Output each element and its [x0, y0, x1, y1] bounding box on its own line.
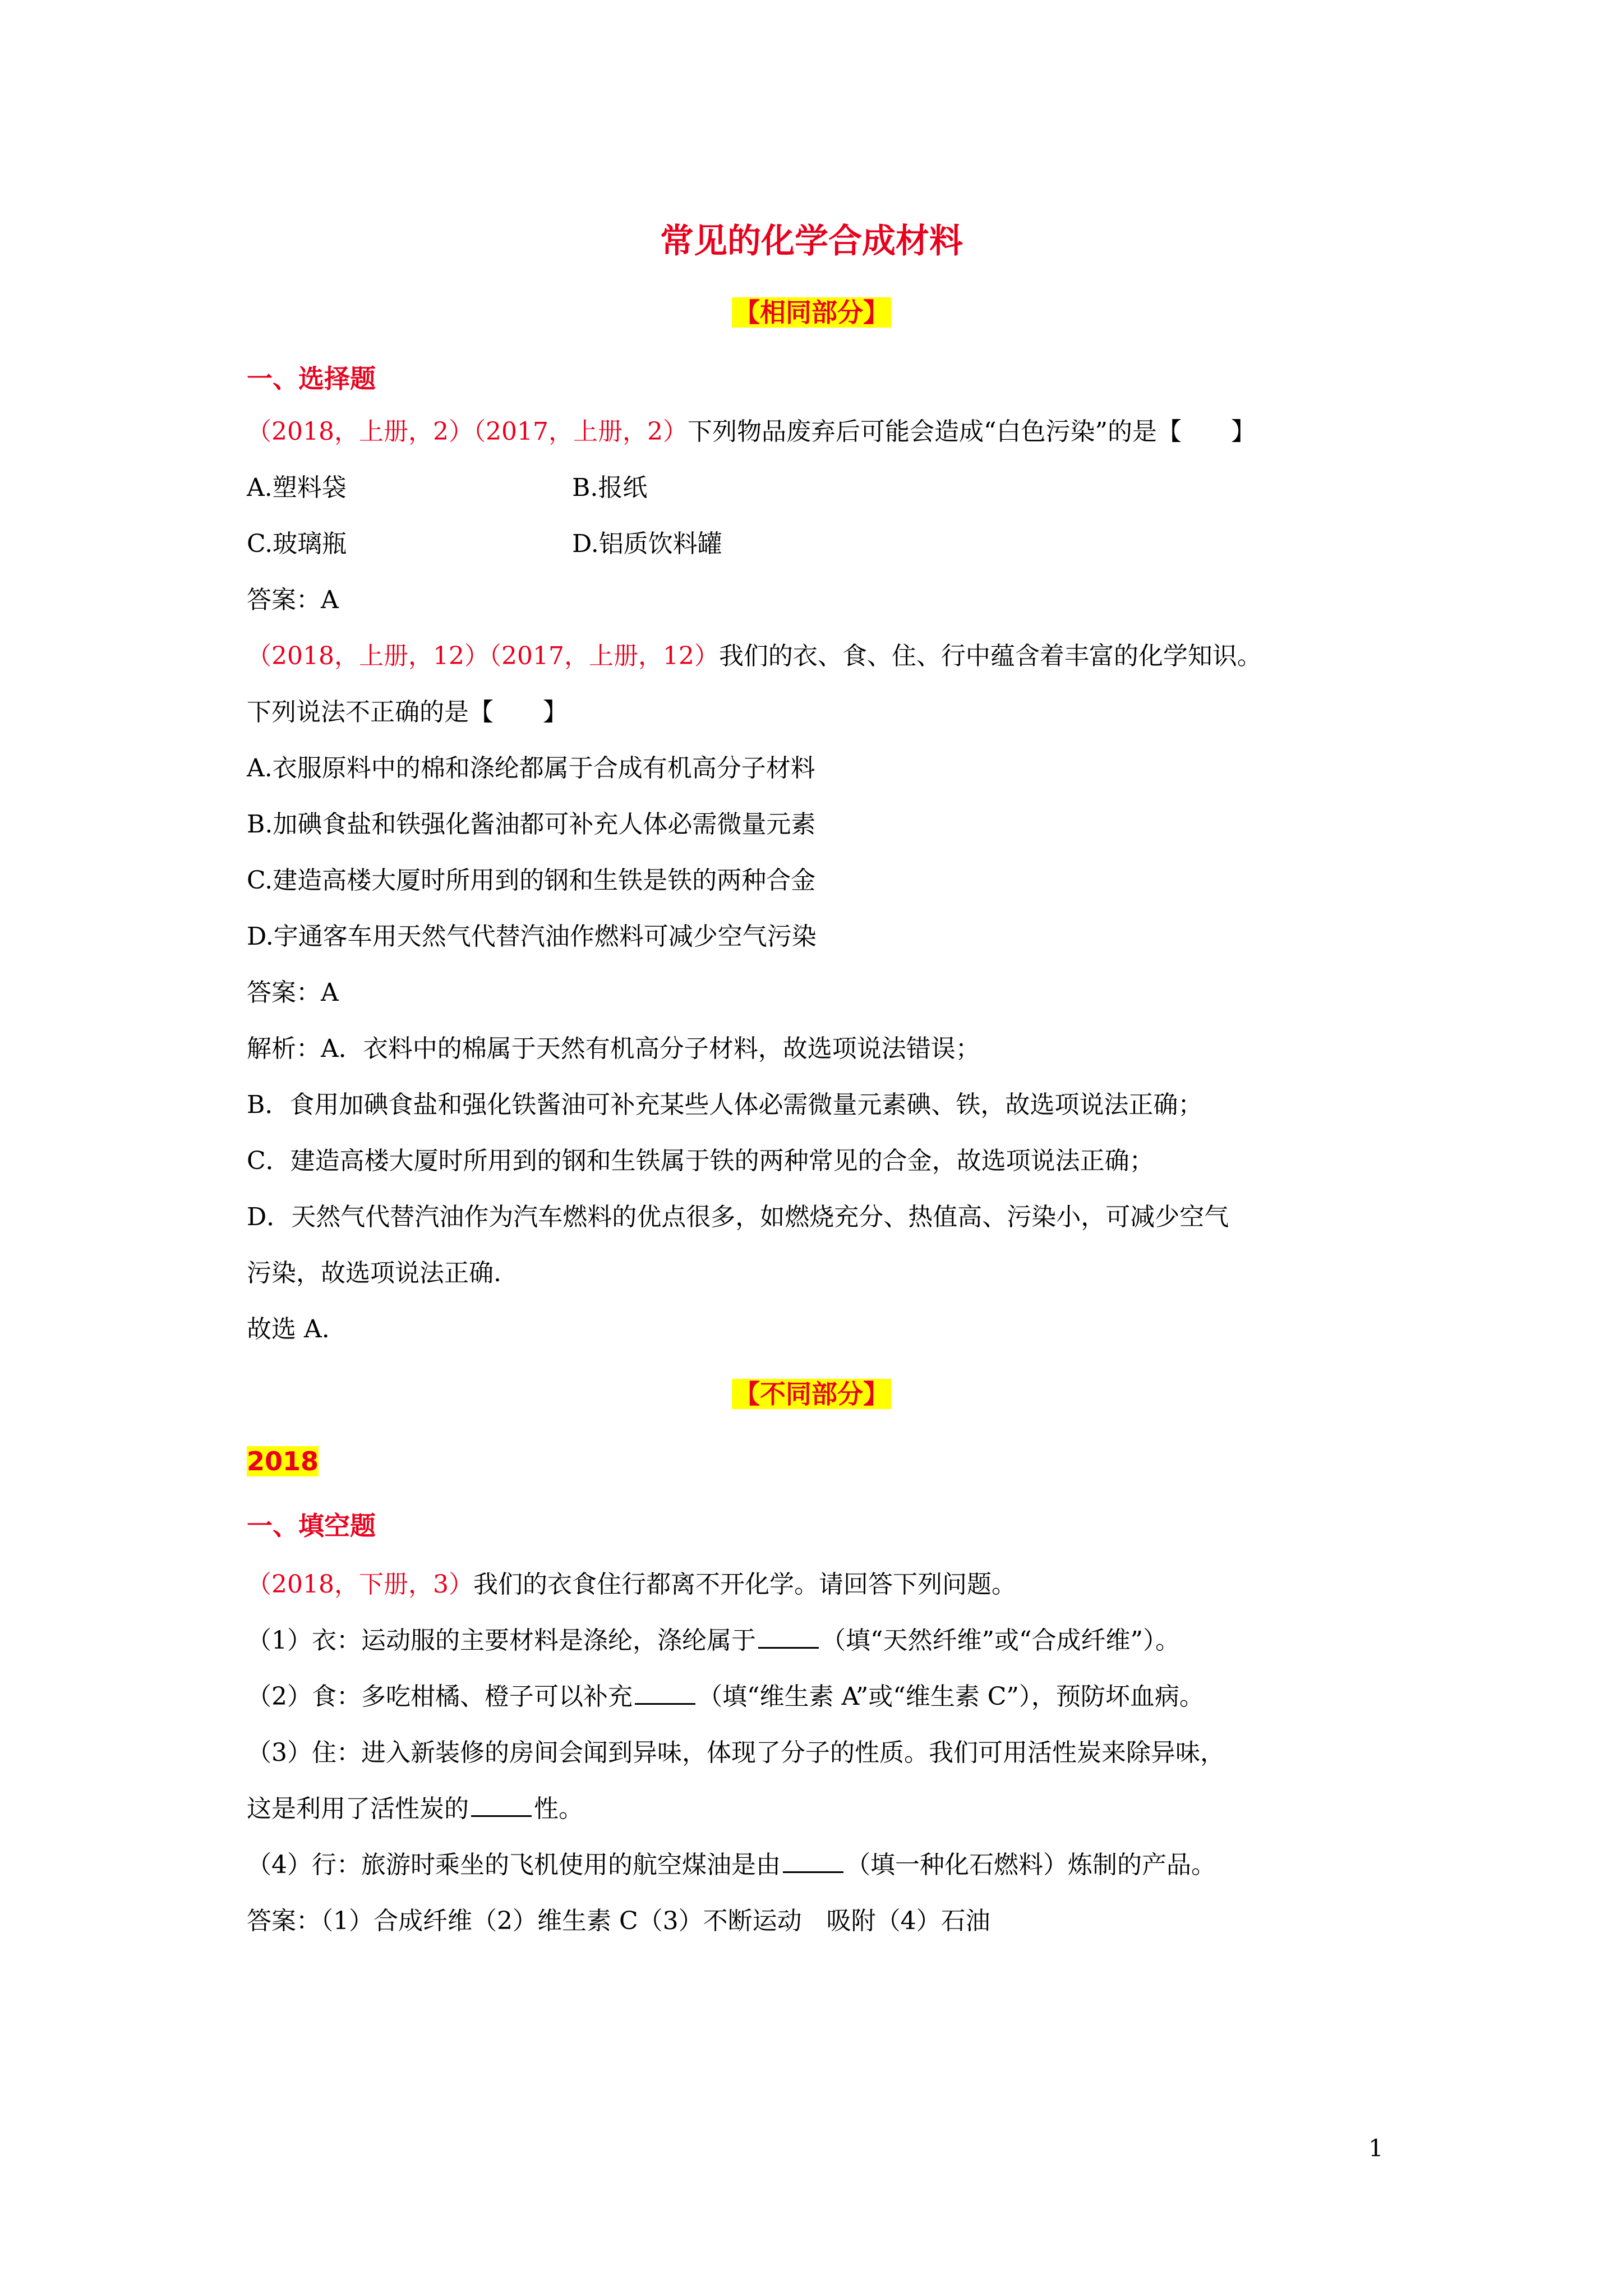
fill-sub-3-line-1: （3）住：进入新装修的房间会闻到异味，体现了分子的性质。我们可用活性炭来除异味，	[247, 1738, 1225, 1767]
question-1-source: （2018，上册，2）（2017，上册，2）	[247, 417, 688, 446]
question-2-option-d: D.宇通客车用天然气代替汽油作燃料可减少空气污染	[247, 922, 817, 951]
year-label	[247, 1442, 319, 1481]
fill-sub-3-post: 性。	[534, 1795, 583, 1823]
fill-question-answer: 答案：（1）合成纤维（2）维生素 C（3）不断运动 吸附（4）石油	[247, 1907, 990, 1935]
fill-question-source: （2018，下册，3）	[247, 1570, 473, 1599]
option-c: C.玻璃瓶	[247, 530, 347, 558]
analysis-line: C．建造高楼大厦时所用到的钢和生铁属于铁的两种常见的合金，故选项说法正确；	[247, 1147, 1154, 1175]
document-title: 常见的化学合成材料	[660, 222, 963, 261]
year-label-text: 2018	[247, 1446, 319, 1476]
fill-question-text: 我们的衣食住行都离不开化学。请回答下列问题。	[473, 1570, 1016, 1599]
answer-blank	[471, 1793, 532, 1817]
fill-sub-4-post: （填一种化石燃料）炼制的产品。	[846, 1851, 1216, 1879]
fill-sub-1-post: （填“天然纤维”或“合成纤维”）。	[821, 1626, 1180, 1655]
fill-sub-1	[247, 1621, 1180, 1660]
fill-sub-3-pre: 这是利用了活性炭的	[247, 1795, 469, 1823]
question-1-stem	[247, 412, 1256, 452]
analysis-line: 解析：A．衣料中的棉属于天然有机高分子材料，故选项说法错误；	[247, 1034, 980, 1063]
analysis-line: 污染，故选项说法正确.	[247, 1259, 501, 1287]
question-2-stem-line-1	[247, 637, 1262, 676]
choice-section-heading: 一、选择题	[247, 364, 376, 394]
answer-blank	[783, 1849, 843, 1873]
option-a: A.塑料袋	[247, 473, 347, 502]
question-2-text: 我们的衣、食、住、行中蕴含着丰富的化学知识。	[718, 642, 1262, 670]
question-2-answer: 答案：A	[247, 978, 339, 1007]
fill-sub-2-pre: （2）食：多吃柑橘、橙子可以补充	[247, 1682, 633, 1711]
fill-sub-2-post: （填“维生素 A”或“维生素 C”），预防坏血病。	[698, 1682, 1204, 1711]
question-2-option-a: A.衣服原料中的棉和涤纶都属于合成有机高分子材料	[247, 754, 815, 783]
question-1-answer: 答案：A	[247, 586, 339, 614]
analysis-line: B．食用加碘食盐和强化铁酱油可补充某些人体必需微量元素碘、铁，故选项说法正确；	[247, 1091, 1203, 1119]
fill-question-stem	[247, 1565, 1016, 1604]
question-2-stem-line-2: 下列说法不正确的是【 】	[247, 698, 568, 726]
fill-sub-1-pre: （1）衣：运动服的主要材料是涤纶，涤纶属于	[247, 1626, 756, 1655]
fill-sub-3-line-2	[247, 1789, 583, 1829]
fill-sub-4-pre: （4）行：旅游时乘坐的飞机使用的航空煤油是由	[247, 1851, 781, 1879]
same-part-tag	[0, 293, 1623, 332]
same-part-tag-text: 【相同部分】	[732, 297, 891, 328]
question-2-source: （2018，上册，12）（2017，上册，12）	[247, 642, 719, 670]
analysis-line: D．天然气代替汽油作为汽车燃料的优点很多，如燃烧充分、热值高、污染小，可减少空气	[247, 1203, 1229, 1231]
option-d: D.铝质饮料罐	[572, 530, 722, 558]
diff-part-tag-text: 【不同部分】	[732, 1379, 891, 1409]
answer-blank	[635, 1681, 695, 1705]
analysis-conclusion: 故选 A.	[247, 1315, 330, 1343]
fill-sub-4	[247, 1846, 1216, 1885]
question-2-option-c: C.建造高楼大厦时所用到的钢和生铁是铁的两种合金	[247, 866, 816, 895]
diff-part-tag	[0, 1374, 1623, 1414]
fill-sub-2	[247, 1677, 1204, 1717]
page-number: 1	[1368, 2134, 1384, 2162]
fill-section-heading: 一、填空题	[247, 1511, 376, 1541]
question-1-text: 下列物品废弃后可能会造成“白色污染”的是【 】	[687, 417, 1256, 446]
option-b: B.报纸	[572, 473, 648, 502]
answer-blank	[758, 1625, 819, 1649]
question-2-option-b: B.加碘食盐和铁强化酱油都可补充人体必需微量元素	[247, 810, 816, 839]
